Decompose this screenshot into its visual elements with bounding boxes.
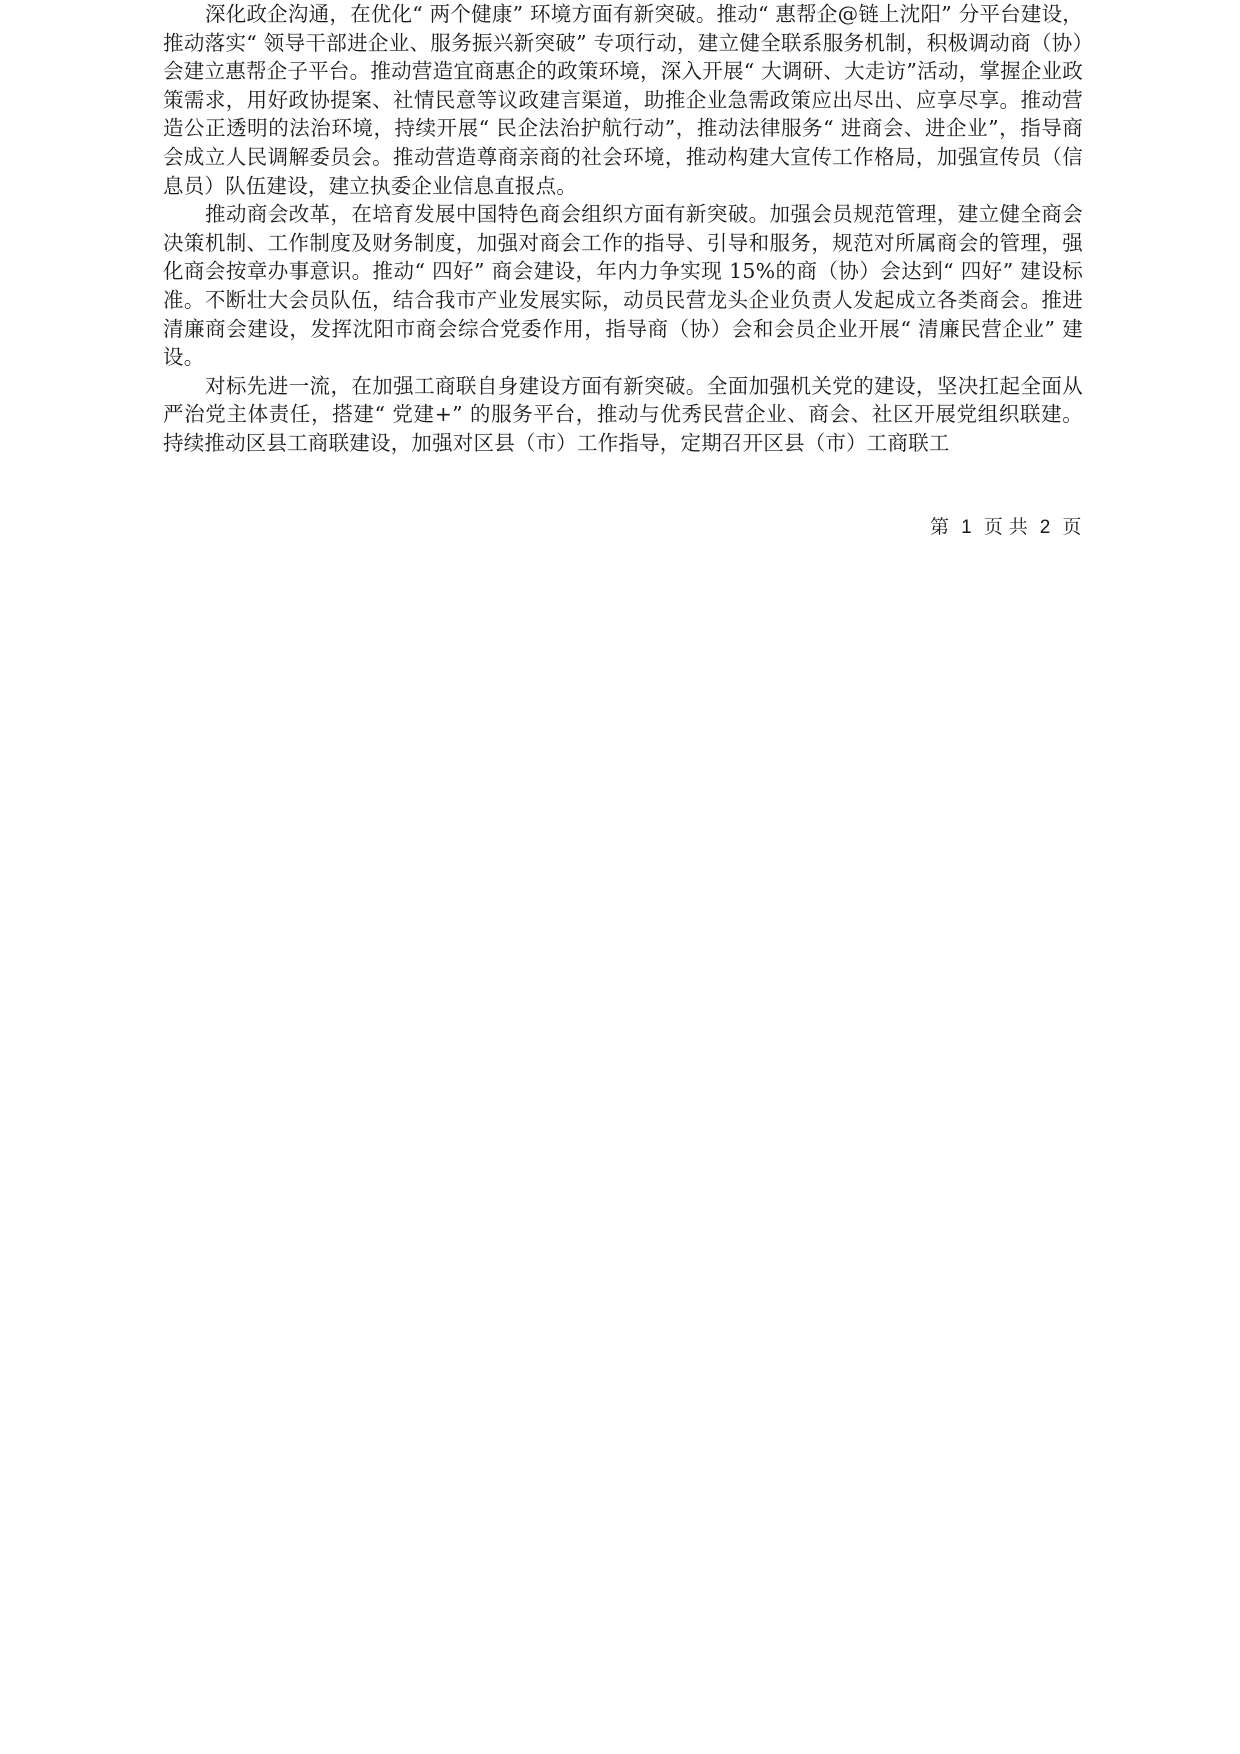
paragraph: 推动商会改革，在培育发展中国特色商会组织方面有新突破。加强会员规范管理，建立健全商会决策机制、工作制度及财务制度，加强对商会工作的指导、引导和服务，规范对所属商会的管理，强化商会按章办事意识。推动“ 四好” 商会建设，年内力争实现 15%的商（协）会达到“ 四好” 建设标准。不断壮大会员队伍，结合我市产业发展实际，动员民营龙头企业负责人发起成立各类商会。推进清廉商会建设，发挥沈阳市商会综合党委作用，指导商（协）会和会员企业开展“ 清廉民营企业” 建设。 bbox=[163, 202, 1083, 370]
paragraph: 对标先进一流，在加强工商联自身建设方面有新突破。全面加强机关党的建设，坚决扛起全面从严治党主体责任，搭建“ 党建+” 的服务平台，推动与优秀民营企业、商会、社区开展党组织联建。持续推动区县工商联建设，加强对区县（市）工作指导，定期召开区县（市）工商联工 bbox=[163, 373, 1083, 455]
current-page-number: 1 bbox=[961, 517, 972, 538]
footer-middle: 页 共 bbox=[983, 516, 1028, 538]
footer-prefix: 第 bbox=[930, 516, 950, 538]
page-number-footer bbox=[930, 512, 1082, 539]
paragraph: 深化政企沟通，在优化“ 两个健康” 环境方面有新突破。推动“ 惠帮企@链上沈阳” 分平台建设，推动落实“ 领导干部进企业、服务振兴新突破” 专项行动，建立健全联系服务机制，积极调动商（协）会建立惠帮企子平台。推动营造宜商惠企的政策环境，深入开展“ 大调研、大走访”活动，掌握企业政策需求，用好政协提案、社情民意等议政建言渠道，助推企业急需政策应出尽出、应享尽享。推动营造公正透明的法治环境，持续开展“ 民企法治护航行动”，推动法律服务“ 进商会、进企业”，指导商会成立人民调解委员会。推动营造尊商亲商的社会环境，推动构建大宣传工作格局，加强宣传员（信息员）队伍建设，建立执委企业信息直报点。 bbox=[163, 2, 1083, 198]
document-body bbox=[163, 0, 1083, 458]
total-page-number: 2 bbox=[1039, 517, 1051, 538]
footer-suffix: 页 bbox=[1062, 516, 1082, 538]
